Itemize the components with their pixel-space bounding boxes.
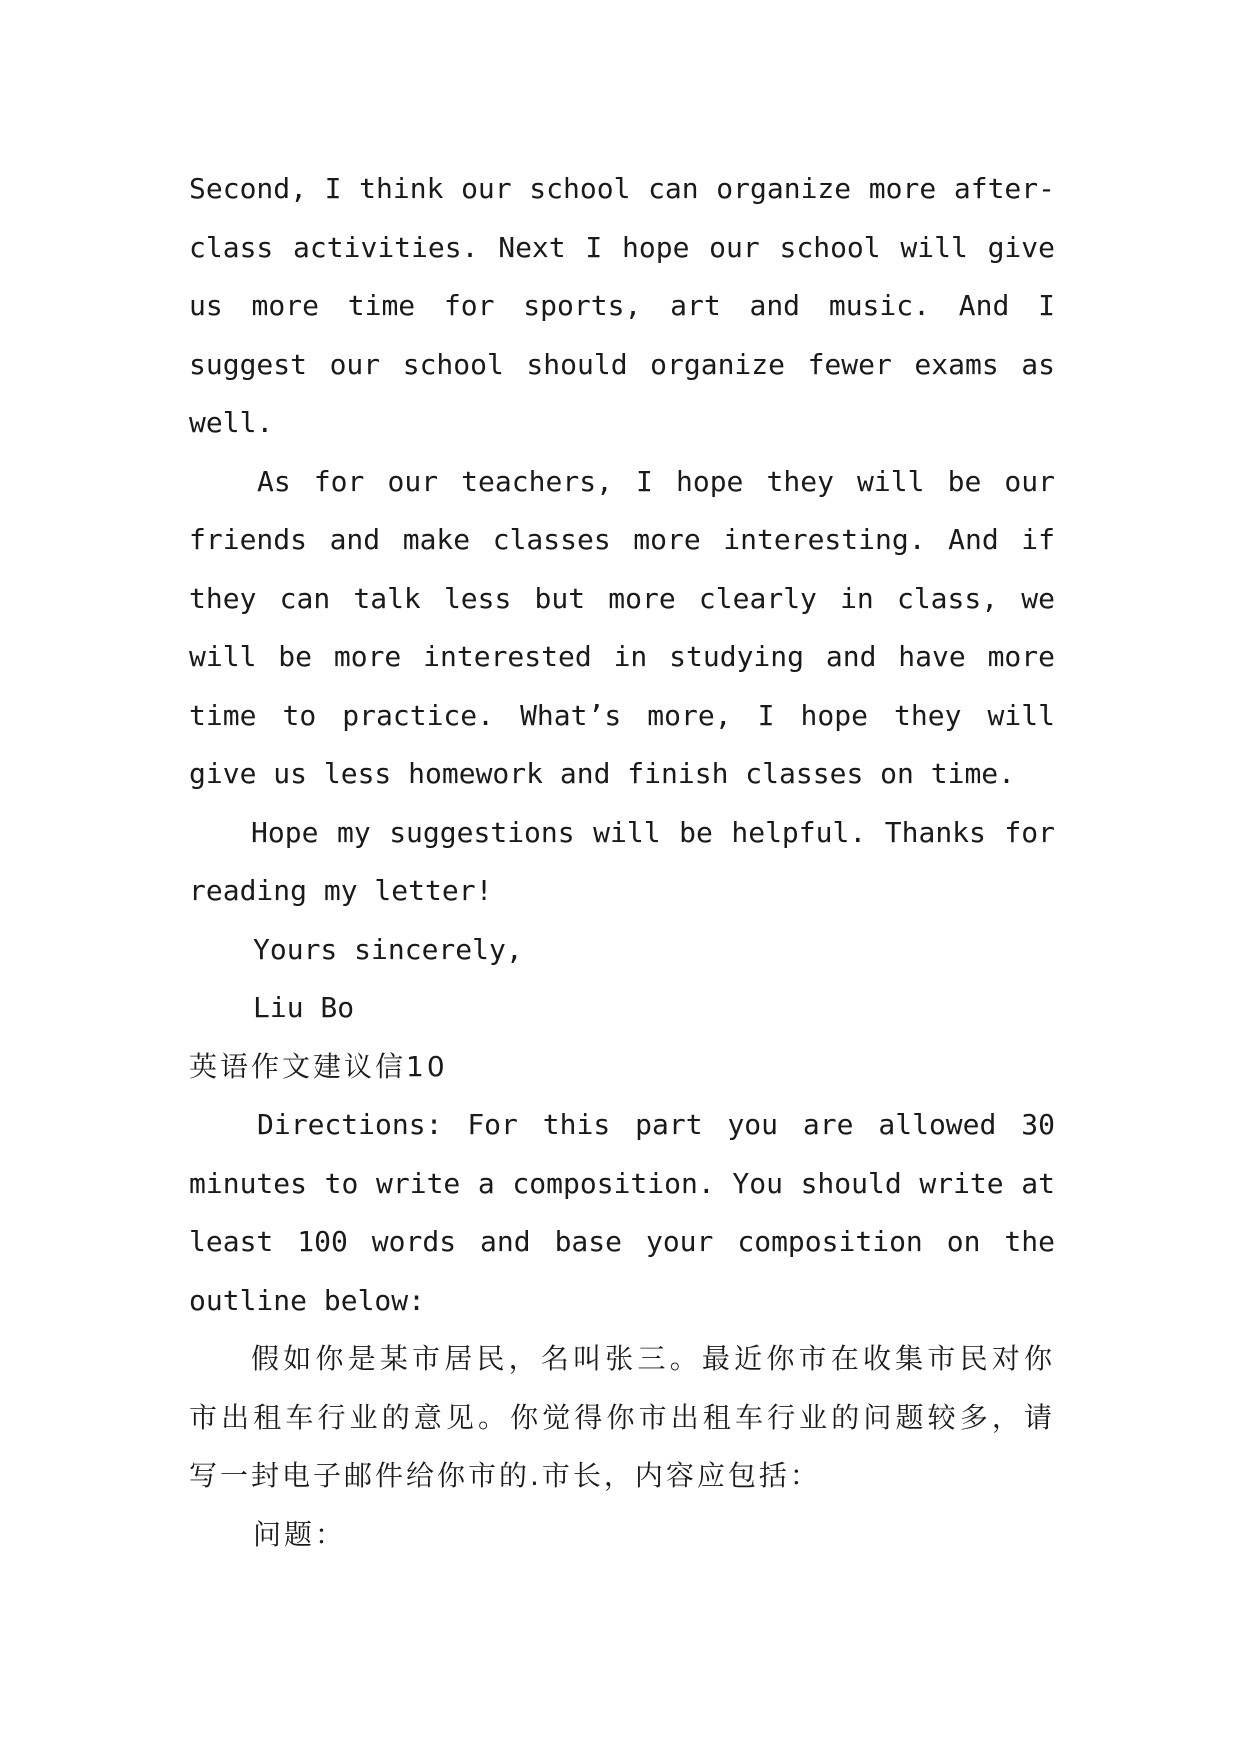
section-heading: 英语作文建议信10 [189, 1049, 448, 1083]
letter-signature: Liu Bo [253, 991, 355, 1024]
document-page [189, 160, 1055, 1564]
problems-label: 问题： [253, 1517, 347, 1551]
paragraph-school-suggestions: Second, I think our school can organize more after-class activities. Next I hope our school will give us more time for sports, art and music. And I suggest our school should organize fewer exams as well. [189, 172, 1055, 439]
directions-paragraph: Directions: For this part you are allowed 30 minutes to write a composition. You should write at least 100 words and base your composition on the outline below: [189, 1108, 1055, 1317]
paragraph-closing-remark: Hope my suggestions will be helpful. Thanks for reading my letter! [189, 815, 1055, 907]
letter-closing: Yours sincerely, [253, 932, 523, 966]
chinese-prompt-paragraph: 假如你是某市居民，名叫张三。最近你市在收集市民对你市出租车行业的意见。你觉得你市出租车行业的问题较多，请写一封电子邮件给你市的.市长，内容应包括： [189, 1342, 1055, 1492]
paragraph-teacher-suggestions: As for our teachers, I hope they will be our friends and make classes more interesting. And if they can talk less but more clearly in class, we will be more interested in studying and have more time to practice. What’s more, I hope they will give us less homework and finish classes on time. [189, 464, 1055, 790]
